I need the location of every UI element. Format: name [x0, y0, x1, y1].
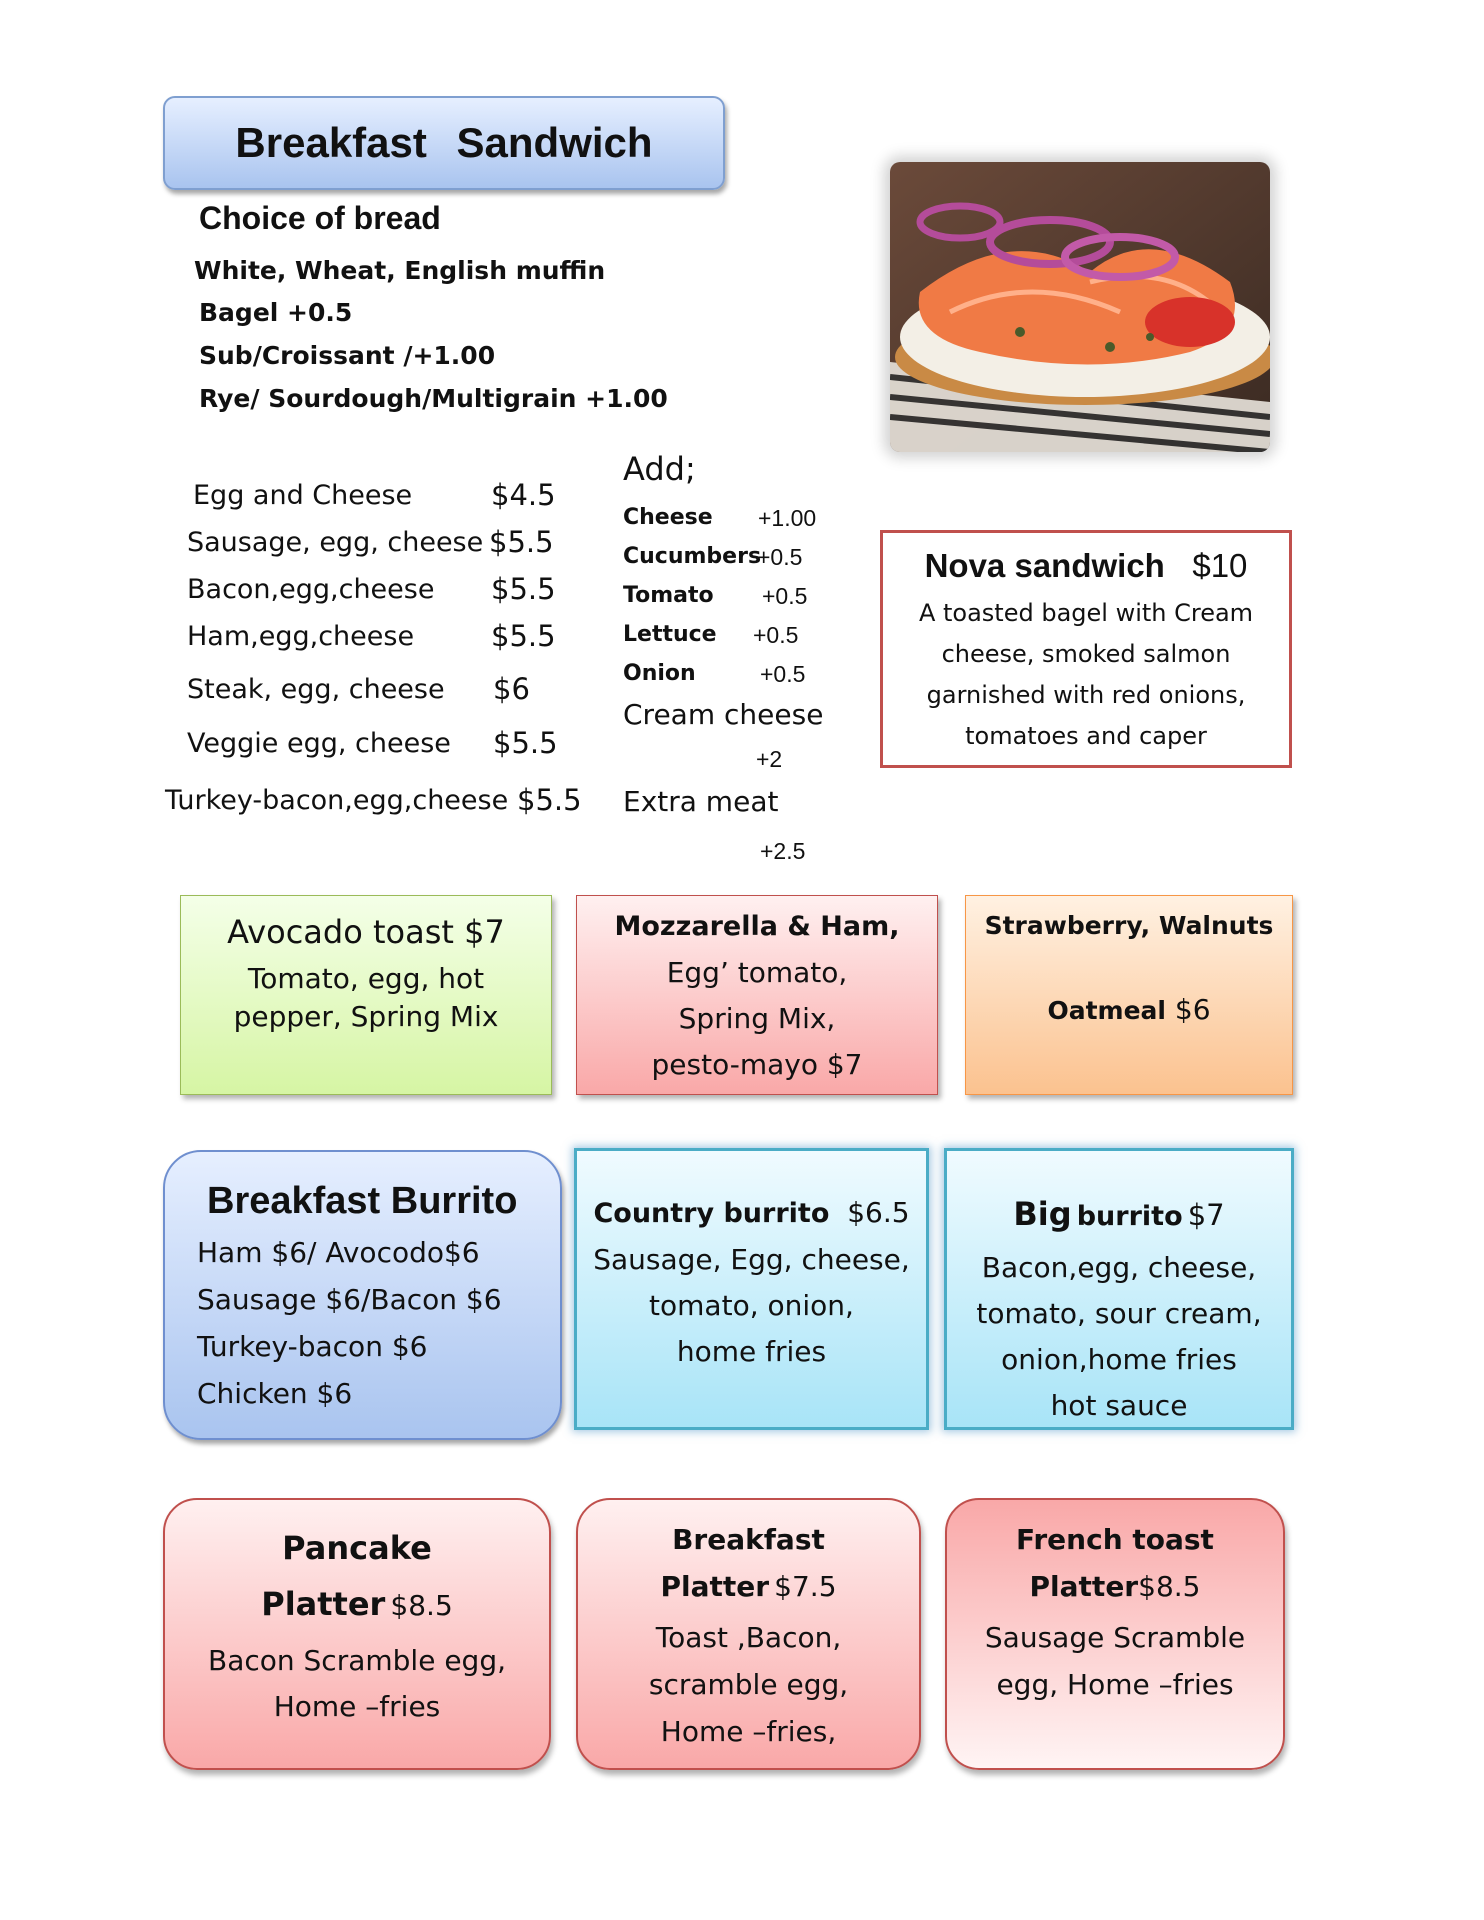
addon-price: +0.5 — [757, 544, 803, 570]
sandwich-name: Egg and Cheese — [193, 480, 413, 511]
big-burrito-line: onion,home fries — [1001, 1343, 1237, 1376]
bread-option: Rye/ Sourdough/Multigrain +1.00 — [199, 384, 668, 413]
addon-price: +0.5 — [760, 661, 806, 687]
big-burrito-line: tomato, sour cream, — [976, 1297, 1262, 1330]
salmon-bagel-icon — [890, 162, 1270, 452]
french-toast-line: egg, Home –fries — [996, 1668, 1234, 1701]
bread-option: White, Wheat, English muffin — [194, 256, 606, 285]
oatmeal-card — [965, 895, 1293, 1095]
sandwich-name: Turkey-bacon,egg,cheese — [165, 785, 509, 816]
breakfast-burrito-title: Breakfast Burrito — [207, 1180, 518, 1222]
sandwich-price: $5.5 — [489, 525, 554, 559]
sandwich-price: $4.5 — [491, 478, 556, 512]
addon-cream-cheese: Cream cheese — [623, 698, 824, 731]
big-burrito-price: $7 — [1187, 1198, 1225, 1232]
addon-name: Tomato — [623, 583, 714, 608]
avocado-title: Avocado toast $7 — [227, 913, 505, 951]
bread-option: Bagel +0.5 — [199, 298, 353, 327]
mozzarella-ham-card — [576, 895, 938, 1095]
sandwich-name: Bacon,egg,cheese — [187, 574, 435, 605]
sandwich-price: $6 — [493, 672, 530, 706]
addon-name: Cheese — [623, 505, 713, 530]
big-burrito-line: Bacon,egg, cheese, — [981, 1251, 1257, 1284]
breakfast-burrito-line: Chicken $6 — [197, 1377, 353, 1410]
addon-extra-meat-price: +2.5 — [760, 838, 806, 864]
sandwich-price: $5.5 — [491, 619, 556, 653]
country-burrito-price: $6.5 — [847, 1196, 910, 1229]
pancake-platter-card — [163, 1498, 551, 1770]
avocado-line: Tomato, egg, hot — [247, 962, 485, 995]
french-toast-title: French toast — [1016, 1523, 1214, 1556]
breakfast-platter-label: Platter — [660, 1570, 770, 1603]
sandwich-price: $5.5 — [493, 726, 558, 760]
breakfast-burrito-card — [163, 1150, 562, 1440]
sandwich-name: Veggie egg, cheese — [187, 728, 451, 759]
menu-title: Breakfast Sandwich — [235, 119, 653, 166]
mozzarella-line: Egg’ tomato, — [666, 956, 848, 989]
addon-price: +0.5 — [762, 583, 808, 609]
nova-price: $10 — [1192, 547, 1248, 584]
big-burrito-line: hot sauce — [1050, 1389, 1188, 1422]
french-toast-price: $8.5 — [1138, 1570, 1201, 1603]
sandwich-name: Ham,egg,cheese — [187, 621, 415, 652]
mozzarella-title: Mozzarella & Ham, — [614, 911, 900, 942]
addon-price: +1.00 — [758, 505, 817, 531]
sandwich-name: Sausage, egg, cheese — [187, 527, 484, 558]
avocado-toast-card — [180, 895, 552, 1095]
bread-heading: Choice of bread — [199, 200, 441, 236]
addon-name: Cucumbers — [623, 544, 762, 569]
sandwich-price: $5.5 — [517, 783, 582, 817]
country-burrito-line: Sausage, Egg, cheese, — [593, 1243, 910, 1276]
breakfast-burrito-line: Ham $6/ Avocodo$6 — [197, 1236, 480, 1269]
pancake-line: Home –fries — [273, 1690, 441, 1723]
country-burrito-line: home fries — [676, 1335, 827, 1368]
breakfast-platter-line: Home –fries, — [660, 1715, 837, 1748]
big-burrito-card — [944, 1148, 1294, 1430]
addons-heading: Add; — [623, 450, 696, 488]
big-burrito-name: burrito — [1076, 1201, 1183, 1232]
oatmeal-name: Oatmeal — [1047, 996, 1166, 1025]
nova-sandwich-box — [880, 530, 1292, 768]
breakfast-platter-price: $7.5 — [774, 1570, 837, 1603]
country-burrito-card — [574, 1148, 929, 1430]
mozzarella-line: Spring Mix, — [678, 1002, 836, 1035]
breakfast-platter-line: scramble egg, — [648, 1668, 849, 1701]
breakfast-burrito-line: Turkey-bacon $6 — [197, 1330, 428, 1363]
addon-name: Onion — [623, 661, 696, 686]
oatmeal-line: Strawberry, Walnuts — [984, 911, 1274, 940]
sandwich-price: $5.5 — [491, 572, 556, 606]
pancake-title: Pancake — [282, 1529, 432, 1567]
french-toast-line: Sausage Scramble — [984, 1621, 1246, 1654]
addon-cream-cheese-price: +2 — [756, 746, 783, 772]
nova-description: A toasted bagel with Cream cheese, smoked salmon garnished with red onions, tomatoes and caper — [918, 599, 1254, 750]
nova-name: Nova sandwich — [924, 547, 1165, 584]
bread-option: Sub/Croissant /+1.00 — [199, 341, 496, 370]
avocado-line: pepper, Spring Mix — [233, 1000, 499, 1033]
salmon-bagel-photo — [890, 162, 1270, 452]
mozzarella-line: pesto-mayo $7 — [651, 1048, 863, 1081]
country-burrito-line: tomato, onion, — [649, 1289, 854, 1322]
pancake-price: $8.5 — [390, 1589, 453, 1622]
french-toast-label: Platter — [1029, 1570, 1139, 1603]
pancake-line: Bacon Scramble egg, — [207, 1644, 506, 1677]
big-burrito-name-big: Big — [1013, 1195, 1072, 1233]
sandwich-name: Steak, egg, cheese — [187, 674, 445, 705]
breakfast-burrito-line: Sausage $6/Bacon $6 — [197, 1283, 502, 1316]
addon-price: +0.5 — [753, 622, 799, 648]
addon-extra-meat: Extra meat — [623, 785, 779, 818]
menu-title-banner — [163, 96, 725, 190]
french-toast-platter-card — [945, 1498, 1285, 1770]
pancake-platter-label: Platter — [261, 1585, 386, 1623]
country-burrito-name: Country burrito — [593, 1198, 830, 1229]
oatmeal-price: $6 — [1174, 993, 1211, 1026]
breakfast-platter-line: Toast ,Bacon, — [655, 1621, 842, 1654]
addon-name: Lettuce — [623, 622, 717, 647]
nova-title — [883, 547, 1289, 585]
breakfast-platter-card — [576, 1498, 921, 1770]
breakfast-platter-title: Breakfast — [672, 1523, 825, 1556]
